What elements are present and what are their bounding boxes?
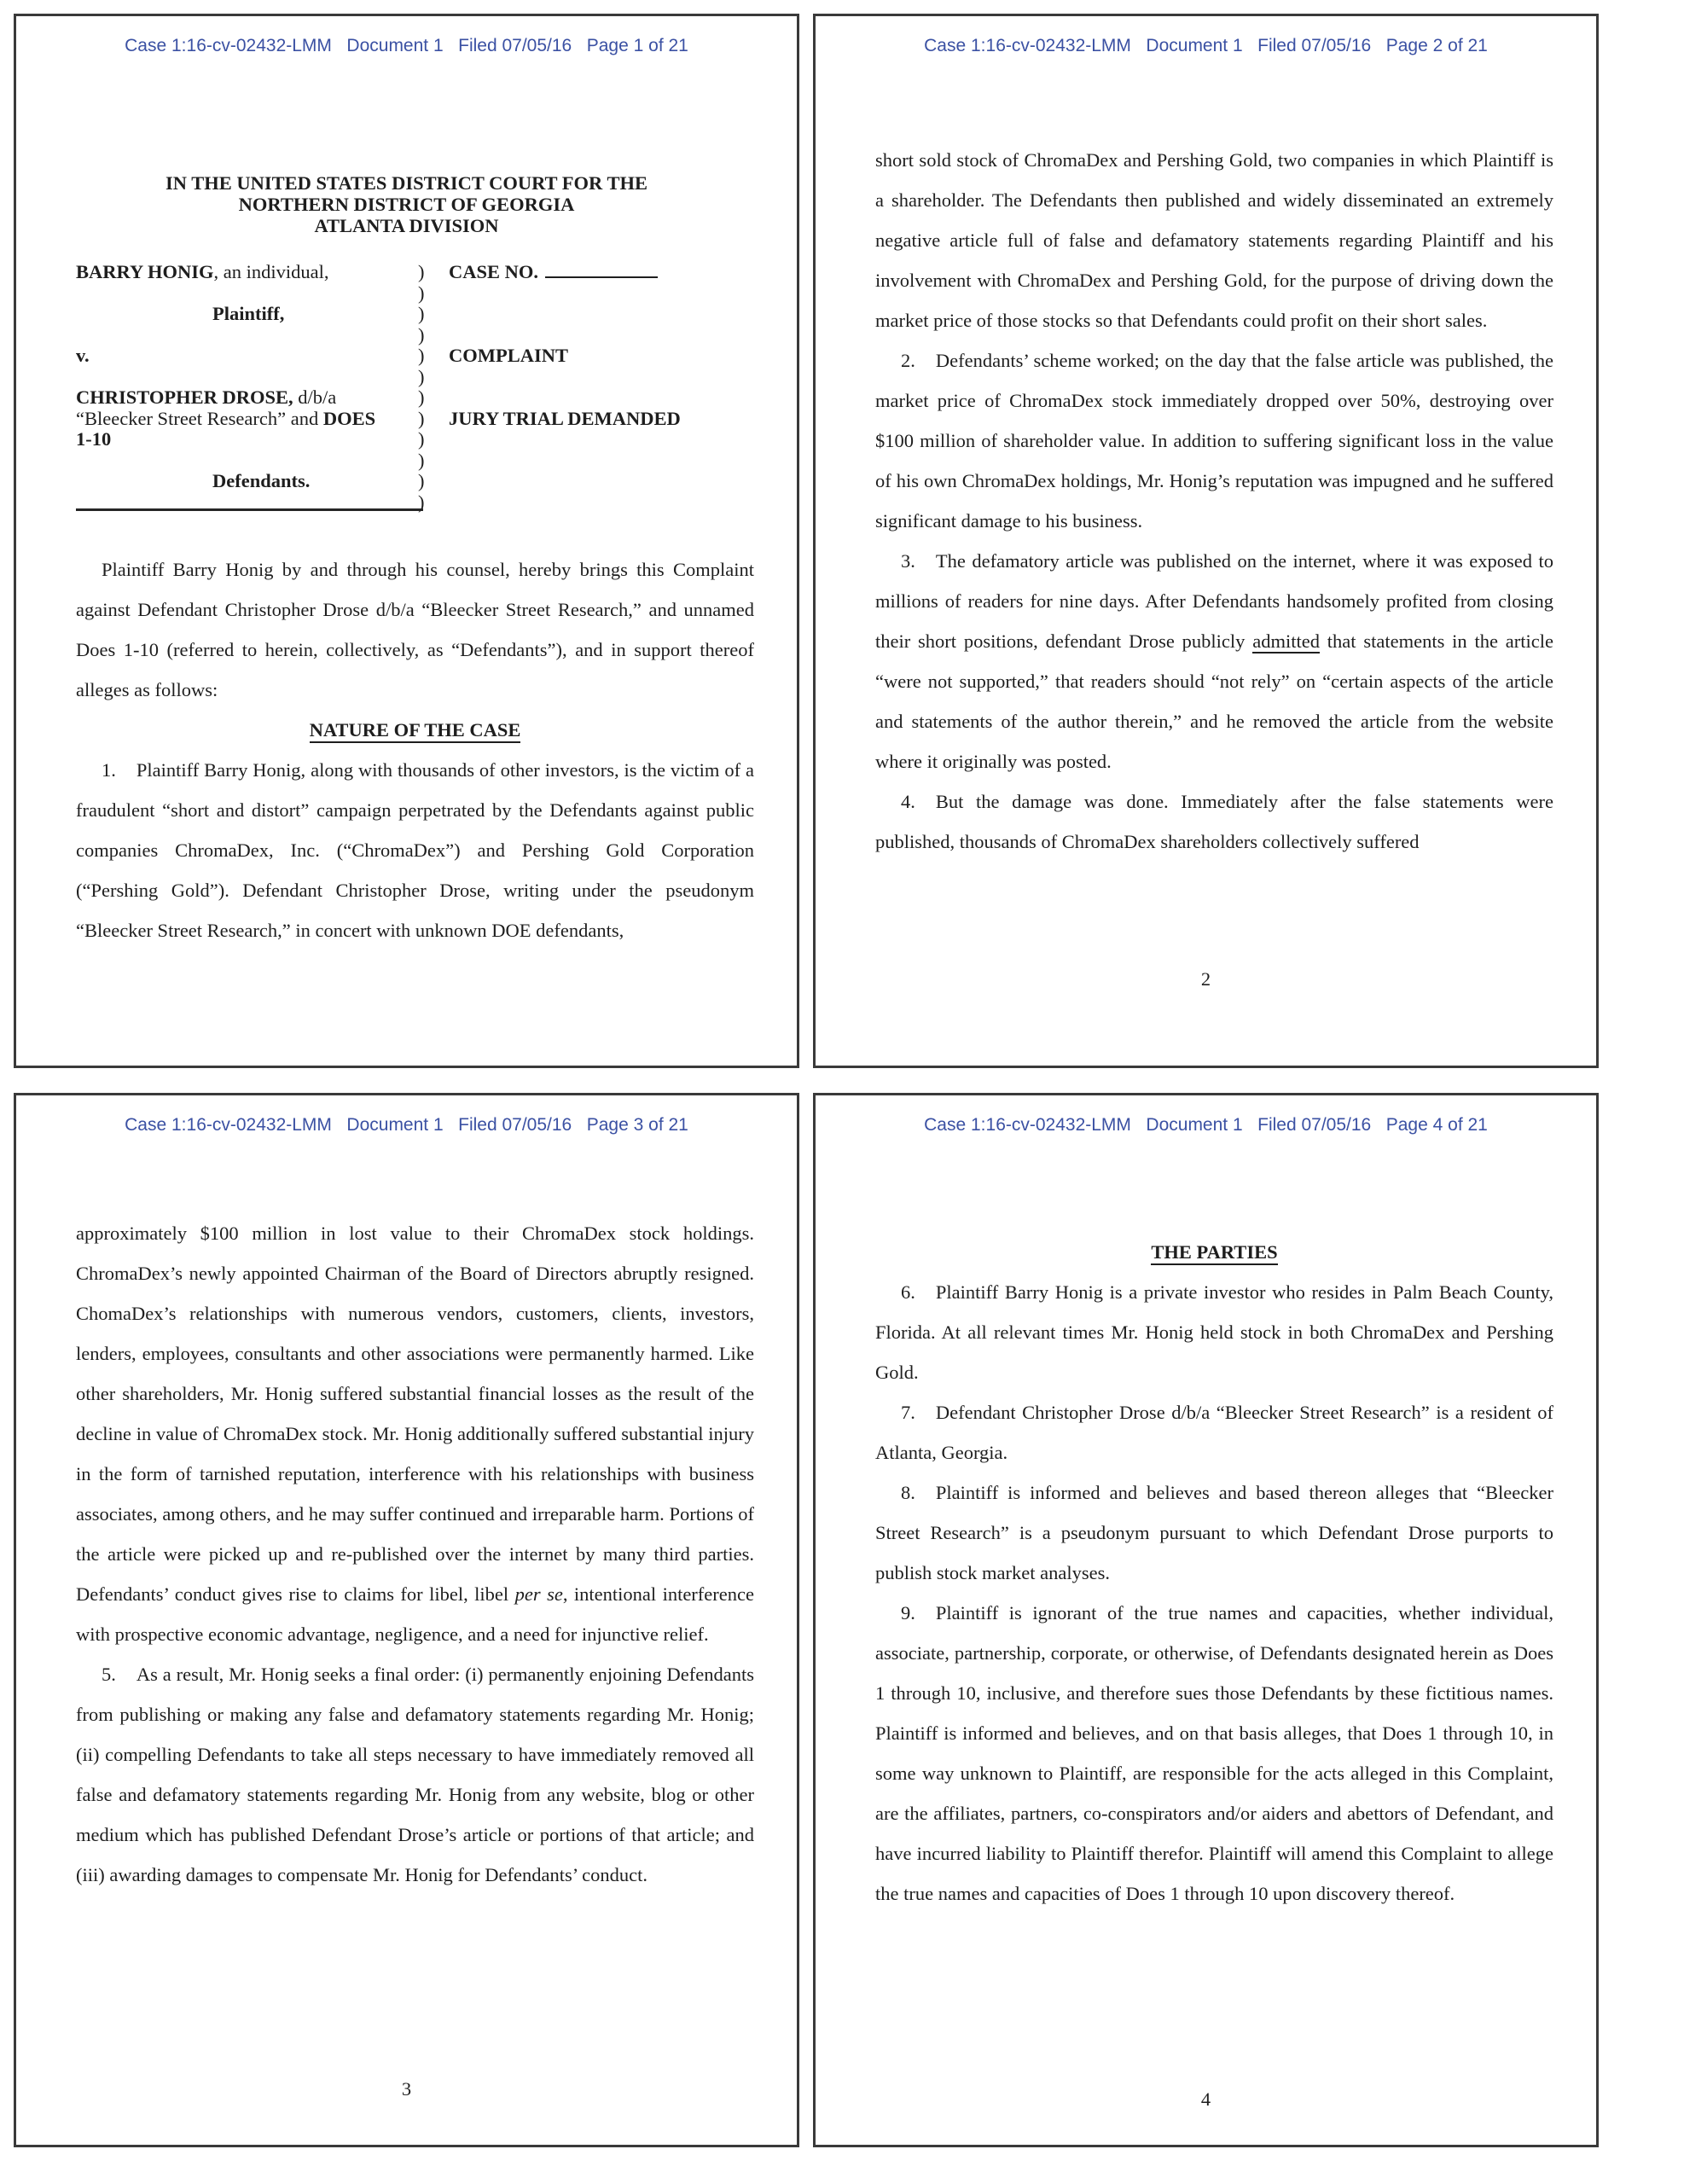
page-2 (813, 14, 1599, 1068)
court-title-line-2: NORTHERN DISTRICT OF GEORGIA (238, 194, 575, 215)
jury-demand-label: JURY TRIAL DEMANDED (449, 407, 681, 429)
page-3-body (76, 1213, 754, 1895)
paragraph-8: 8. Plaintiff is informed and believes and based thereon alleges that “Bleecker Street Research” is a pseudonym pursuant to which Defendant Drose purports to publish stock market analyses. (875, 1482, 1553, 1583)
caption-paren: ) (418, 365, 425, 387)
caption-paren: ) (418, 386, 425, 408)
paragraph-1: 1. Plaintiff Barry Honig, along with thousands of other investors, is the victim of a fraudulent “short and distort” campaign perpetrated by the Defendants against public companies ChromaDex, Inc. (“ChromaDex”) and Pershing Gold Corporation (“Pershing Gold”). Defendant Christopher Drose, writing under the pseudonym “Bleecker Street Research,” in concert with unknown DOE defendants, (76, 759, 754, 941)
intro-paragraph: Plaintiff Barry Honig by and through his counsel, hereby brings this Complaint against Defendant Christopher Drose d/b/a “Bleecker Street Research,” and unnamed Does 1-10 (referred to herein, collectively, as “Defendants”), and in support thereof alleges as follows: (76, 559, 754, 700)
paragraph-number: 7. (901, 1402, 915, 1423)
case-caption (76, 262, 763, 513)
paragraph-4: 4. But the damage was done. Immediately after the false statements were published, thousands of ChromaDex shareholders collectively suffered (875, 791, 1553, 852)
section-heading-the-parties: THE PARTIES (875, 1232, 1553, 1272)
case-stamp-page-2: Case 1:16-cv-02432-LMM Document 1 Filed 07/05/16 Page 2 of 21 (924, 36, 1488, 55)
versus: v. (76, 345, 90, 366)
caption-paren: ) (418, 345, 425, 366)
caption-paren: ) (418, 470, 425, 491)
page-3 (14, 1093, 799, 2147)
paragraph-9: 9. Plaintiff is ignorant of the true names and capacities, whether individual, associate, partnership, corporate, or otherwise, of Defendants designated herein as Does 1 through 10, inclusive, and therefore sues those Defendants by these fictitious names. Plaintiff is informed and believes, and on that basis alleges, that Does 1 through 10, in some way unknown to Plaintiff, are responsible for the acts alleged in this Complaint, are the affiliates, partners, co-conspirators and/or aiders and abettors of Defendant, and have incurred liability to Plaintiff therefor. Plaintiff will amend this Complaint to allege the true names and capacities of Does 1 through 10 upon discovery thereof. (875, 1602, 1553, 1904)
caption-paren: ) (418, 407, 425, 429)
caption-paren: ) (418, 491, 425, 513)
paragraph-number: 6. (901, 1281, 915, 1303)
caption-paren: ) (418, 261, 425, 282)
page-1 (14, 14, 799, 1068)
defendant-line-2: “Bleecker Street Research” and DOES (76, 407, 376, 429)
caption-paren: ) (418, 282, 425, 304)
page-4 (813, 1093, 1599, 2147)
paragraph-number: 2. (901, 350, 915, 371)
defendant-line-3: 1-10 (76, 428, 112, 450)
case-number-label: CASE NO. (449, 261, 539, 282)
page-number-4: 4 (1200, 2088, 1211, 2110)
continued-paragraph-1: short sold stock of ChromaDex and Pershing Gold, two companies in which Plaintiff is a shareholder. The Defendants then published and widely disseminated an extremely negative article full of false and defamatory statements regarding Plaintiff and his involvement with ChromaDex and Pershing Gold, for the purpose of driving down the market price of those stocks so that Defendants could profit on their short sales. (875, 149, 1553, 331)
case-number-line (449, 262, 763, 283)
plaintiff-line: BARRY HONIG, an individual, (76, 261, 329, 282)
page-number-3: 3 (401, 2078, 412, 2100)
italic-phrase: per se (514, 1583, 563, 1605)
page-1-body (76, 549, 754, 950)
defendant-name: CHRISTOPHER DROSE, (76, 386, 293, 408)
paragraph-number: 8. (901, 1482, 915, 1503)
page-number-2: 2 (1200, 968, 1211, 990)
case-number-blank (545, 275, 658, 278)
case-stamp-page-1: Case 1:16-cv-02432-LMM Document 1 Filed 07/05/16 Page 1 of 21 (125, 36, 688, 55)
caption-paren: ) (418, 303, 425, 324)
paragraph-7: 7. Defendant Christopher Drose d/b/a “Bleecker Street Research” is a resident of Atlanta, Georgia. (875, 1402, 1553, 1463)
paragraph-number: 3. (901, 550, 915, 572)
paragraph-3: 3. The defamatory article was published on the internet, where it was exposed to millions of readers for nine days. After Defendants handsomely profited from closing their short positions, defendant Drose publicly admitted that statements in the article “were not supported,” that readers should “not rely” on “certain aspects of the article and statements of the author therein,” and he removed the article from the website where it originally was posted. (875, 550, 1553, 772)
caption-paren: ) (418, 449, 425, 471)
plaintiff-name: BARRY HONIG (76, 261, 214, 282)
court-title-line-3: ATLANTA DIVISION (314, 215, 499, 236)
caption-rule (76, 492, 423, 511)
paragraph-number: 5. (102, 1664, 116, 1685)
paragraph-6: 6. Plaintiff Barry Honig is a private investor who resides in Palm Beach County, Florida. At all relevant times Mr. Honig held stock in both ChromaDex and Pershing Gold. (875, 1281, 1553, 1383)
continued-paragraph-4: approximately $100 million in lost value to their ChromaDex stock holdings. ChromaDex’s newly appointed Chairman of the Board of Directors abruptly resigned. ChomaDex’s relationships with numerous vendors, customers, clients, investors, lenders, employees, consultants and other associations were permanently harmed. Like other shareholders, Mr. Honig suffered substantial financial losses as the result of the decline in value of ChromaDex stock. Mr. Honig additionally suffered substantial injury in the form of tarnished reputation, interference with his relationships with business associates, among others, and he may suffer continued and irreparable harm. Portions of the article were picked up and re-published over the internet by many third parties. Defendants’ conduct gives rise to claims for libel, libel per se, intentional interference with prospective economic advantage, negligence, and a need for injunctive relief. (76, 1223, 754, 1645)
plaintiff-role: Plaintiff, (212, 303, 285, 324)
caption-paren: ) (418, 323, 425, 346)
case-stamp-page-4: Case 1:16-cv-02432-LMM Document 1 Filed 07/05/16 Page 4 of 21 (924, 1115, 1488, 1135)
defendants-role: Defendants. (212, 470, 311, 491)
paragraph-5: 5. As a result, Mr. Honig seeks a final order: (i) permanently enjoining Defendants from publishing or making any false and defamatory statements regarding Mr. Honig; (ii) compelling Defendants to take all steps necessary to have immediately removed all false and defamatory statements regarding Mr. Honig from any website, blog or other medium which has published Defendant Drose’s article or portions of that article; and (iii) awarding damages to compensate Mr. Honig for Defendants’ conduct. (76, 1664, 754, 1885)
paragraph-2: 2. Defendants’ scheme worked; on the day that the false article was published, the market price of ChromaDex stock immediately dropped over 50%, destroying over $100 million of shareholder value. In addition to suffering significant loss in the value of his own ChromaDex holdings, Mr. Honig’s reputation was impugned and he suffered significant damage to his business. (875, 350, 1553, 531)
case-stamp-page-3: Case 1:16-cv-02432-LMM Document 1 Filed 07/05/16 Page 3 of 21 (125, 1115, 688, 1135)
defendant-line-1: CHRISTOPHER DROSE, d/b/a (76, 386, 337, 408)
section-heading-nature-of-the-case: NATURE OF THE CASE (76, 710, 754, 750)
page-4-body (875, 1232, 1553, 1914)
paragraph-number: 4. (901, 791, 915, 812)
paragraph-number: 1. (102, 759, 116, 781)
paragraph-number: 9. (901, 1602, 915, 1623)
underlined-word: admitted (1252, 630, 1320, 652)
complaint-label: COMPLAINT (449, 345, 568, 366)
court-title (16, 172, 797, 236)
page-2-body (875, 140, 1553, 862)
caption-paren: ) (418, 428, 425, 450)
court-title-line-1: IN THE UNITED STATES DISTRICT COURT FOR THE (165, 172, 647, 194)
